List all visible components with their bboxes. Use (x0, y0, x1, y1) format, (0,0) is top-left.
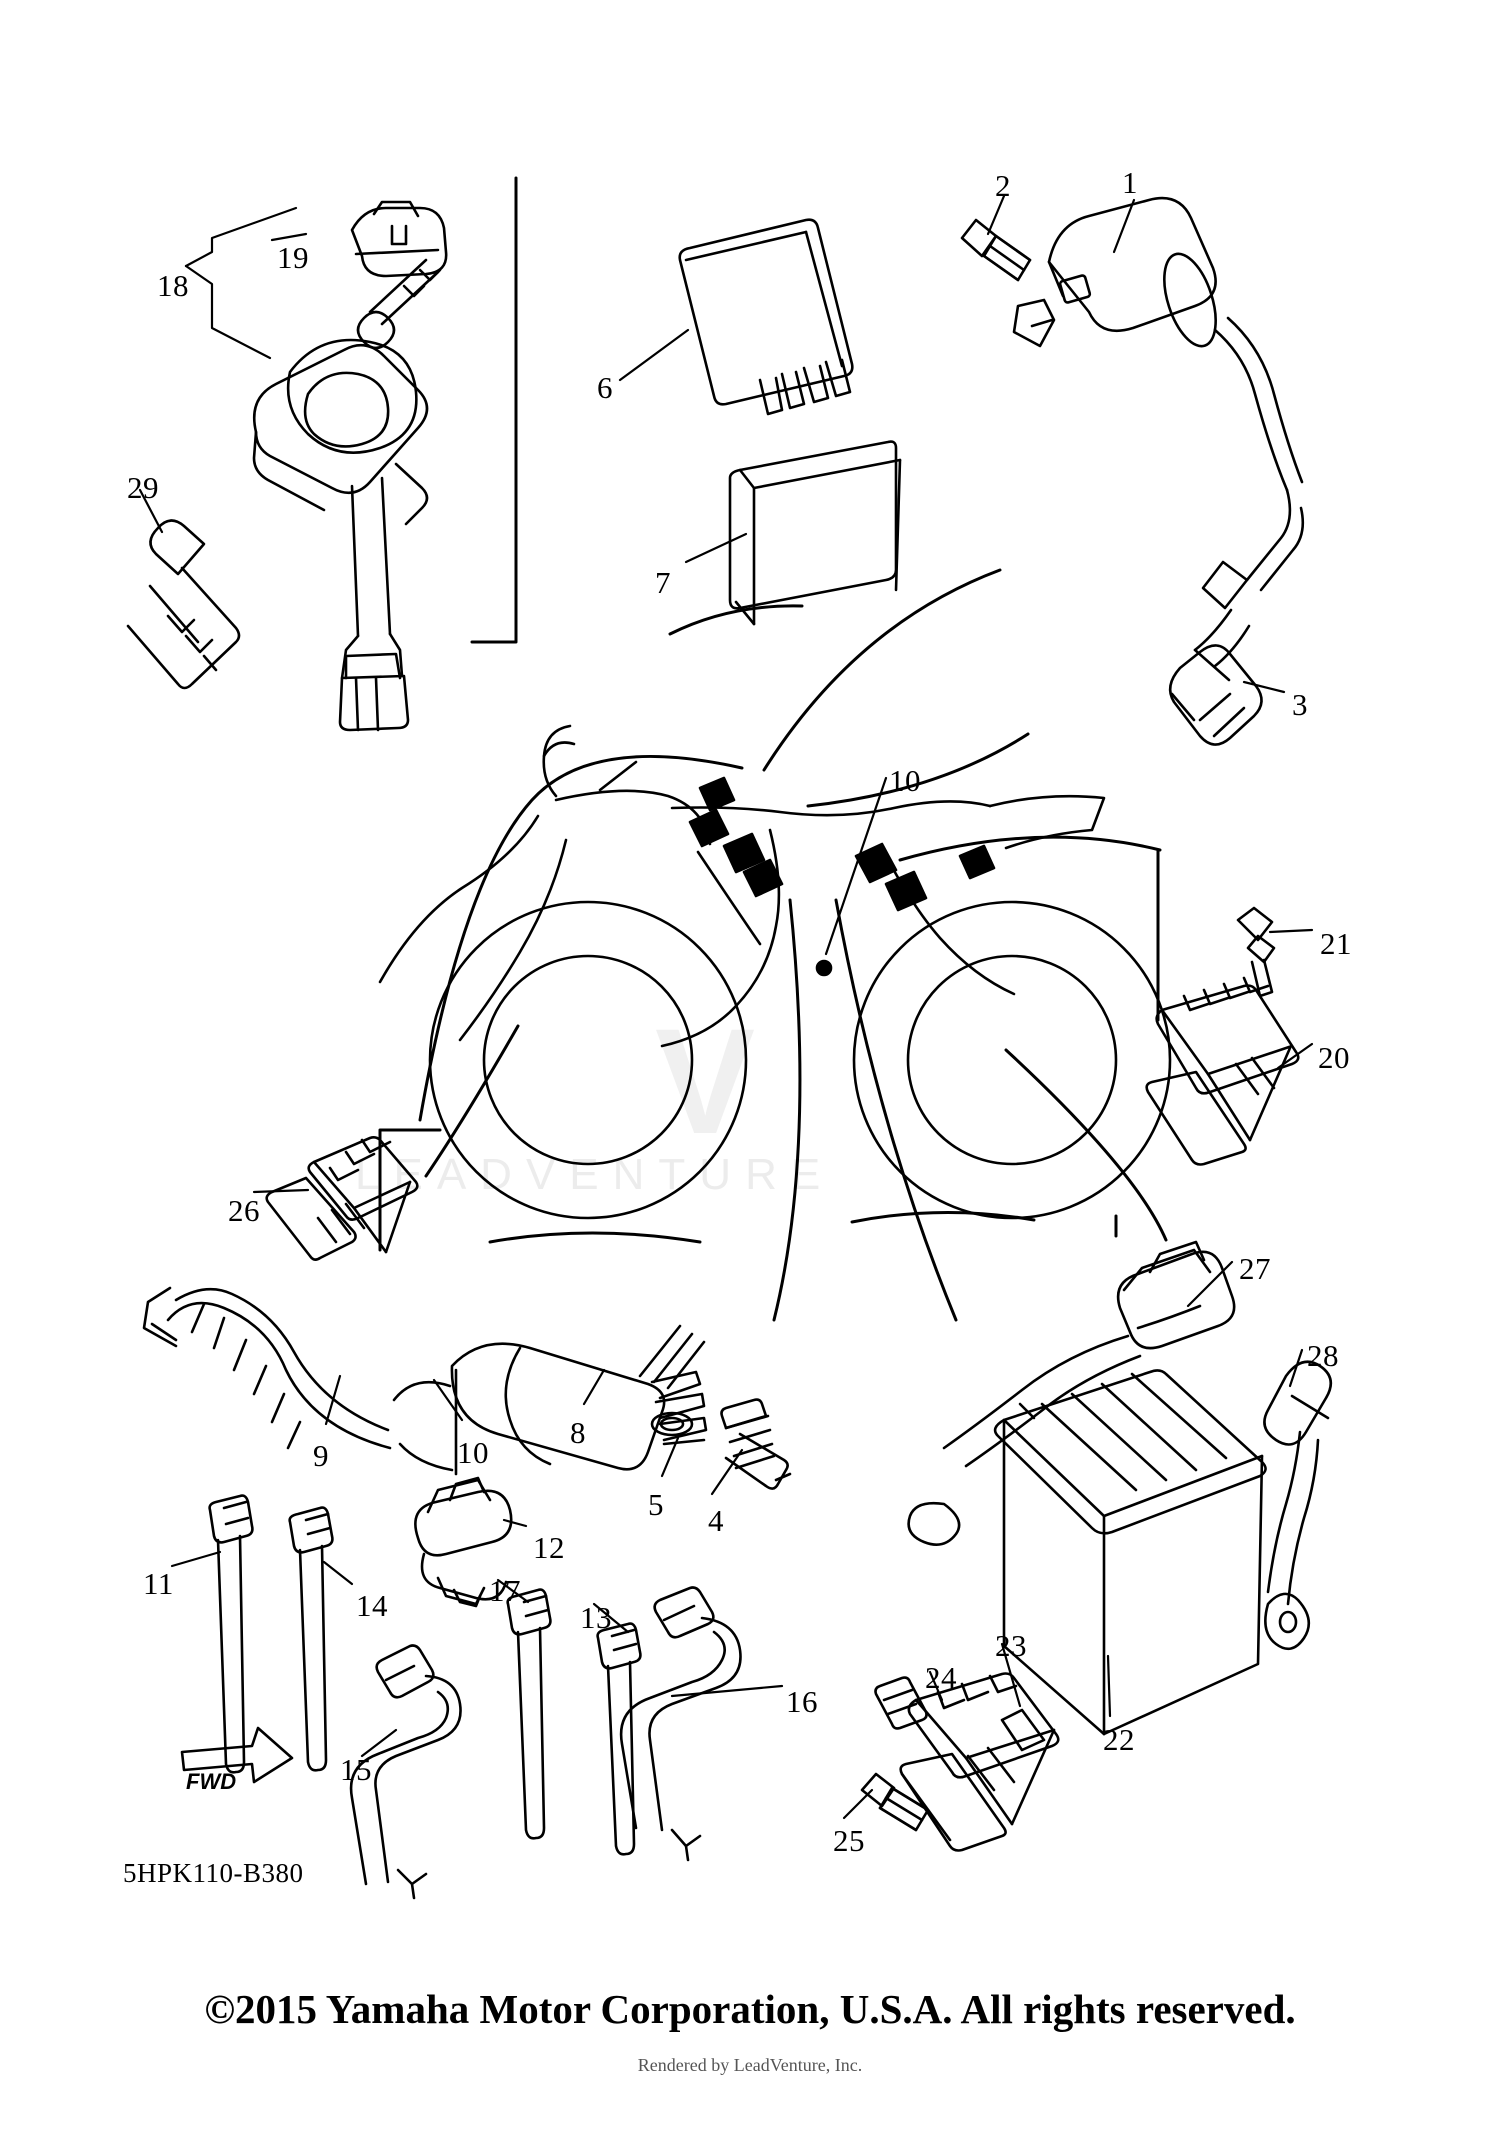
callout-29: 29 (127, 470, 159, 505)
callout-28: 28 (1307, 1338, 1339, 1373)
callout-24: 24 (925, 1660, 957, 1695)
fwd-label: FWD (186, 1769, 237, 1794)
callout-1: 1 (1122, 165, 1138, 200)
part-cable-ties (210, 1496, 333, 1773)
callout-14: 14 (356, 1588, 388, 1623)
callout-26: 26 (228, 1193, 260, 1228)
callout-17: 17 (489, 1573, 521, 1608)
copyright-notice: ©2015 Yamaha Motor Corporation, U.S.A. All rights reserved. (204, 1986, 1296, 2032)
callout-22: 22 (1103, 1722, 1135, 1757)
callout-3: 3 (1292, 687, 1308, 722)
callout-4: 4 (708, 1503, 724, 1538)
watermark-text: LEADVENTURE (355, 1150, 835, 1199)
part-key-blank (128, 520, 239, 688)
callout-18: 18 (157, 268, 189, 303)
part-cdi-unit (680, 220, 853, 414)
part-battery (909, 1242, 1331, 1734)
callout-10-b: 10 (457, 1435, 489, 1470)
part-cdi-case (730, 442, 900, 624)
part-ignition-coil (1014, 198, 1303, 744)
callout-7: 7 (655, 565, 671, 600)
callout-2: 2 (995, 168, 1011, 203)
callout-10-a: 10 (889, 763, 921, 798)
callout-15: 15 (340, 1752, 372, 1787)
group-brackets (380, 178, 1158, 1250)
callout-6: 6 (597, 370, 613, 405)
part-motorcycle-outline (380, 726, 1170, 1218)
part-coil-bolt (962, 220, 1030, 280)
callout-25: 25 (833, 1823, 865, 1858)
callout-23: 23 (995, 1628, 1027, 1663)
diagram-part-number: 5HPK110-B380 (123, 1858, 304, 1888)
callout-21: 21 (1320, 926, 1352, 961)
part-tie-17 (508, 1590, 551, 1839)
callout-27: 27 (1239, 1251, 1271, 1286)
callout-12: 12 (533, 1530, 565, 1565)
callout-20: 20 (1318, 1040, 1350, 1075)
part-lead-16 (621, 1588, 740, 1861)
callout-19: 19 (277, 240, 309, 275)
part-starter-relay (862, 1674, 1058, 1851)
part-starter-cable (144, 1288, 706, 1474)
callout-11: 11 (143, 1566, 174, 1601)
part-coupler-26 (267, 1137, 418, 1259)
callout-8: 8 (570, 1415, 586, 1450)
part-main-switch (254, 202, 446, 730)
callout-9: 9 (313, 1438, 329, 1473)
watermark-logo: V (655, 997, 746, 1165)
rendered-by-notice: Rendered by LeadVenture, Inc. (637, 2055, 863, 2075)
callout-5: 5 (648, 1487, 664, 1522)
callout-13: 13 (580, 1600, 612, 1635)
callout-16: 16 (786, 1684, 818, 1719)
